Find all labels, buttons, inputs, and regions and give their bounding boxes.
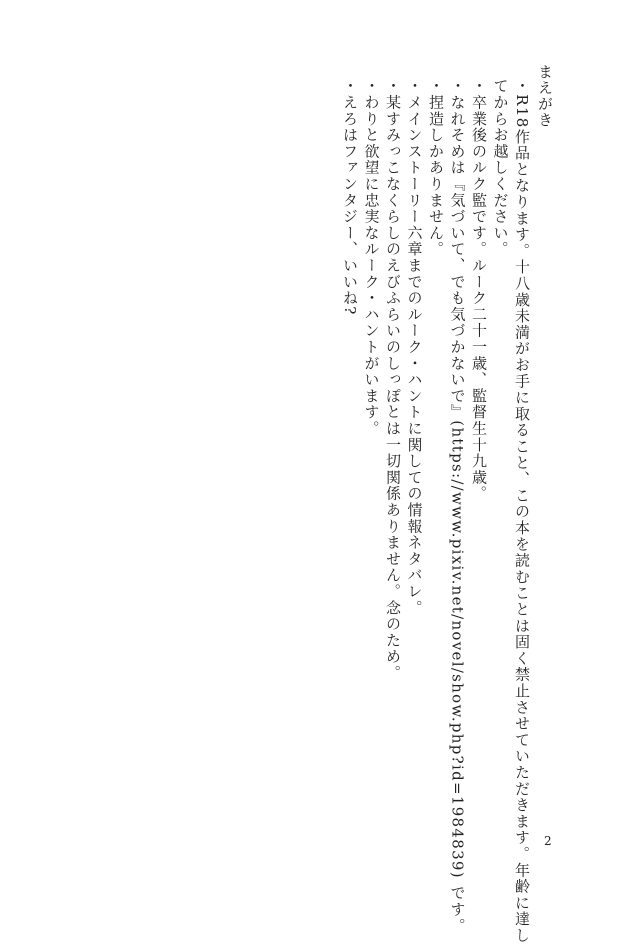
foreword-line: ・えろはファンタジー、いいね? xyxy=(341,78,359,316)
page-number: 2 xyxy=(544,834,552,848)
foreword-body xyxy=(339,78,533,944)
page-title: まえがき xyxy=(536,64,554,128)
foreword-line: ・メインストーリー六章までのルーク・ハントに関しての情報ネタバレ。 xyxy=(405,78,424,616)
foreword-line: ・R18作品となります。十八歳未満がお手に取ること、この本を読むことは固く禁止させていただきます。年齢に達し xyxy=(513,78,531,944)
foreword-line: ・某すみっこなくらしのえびふらいのしっぽとは一切関係ありません。念のため。 xyxy=(384,78,402,682)
foreword-line: ・卒業後のルク監です。ルーク二十一歳、監督生十九歳。 xyxy=(470,78,488,502)
foreword-line: ・なれそめは『気づいて、でも気づかないで』(https://www.pixiv.net/novel/show.php?id=1984839) です。 xyxy=(448,78,467,934)
foreword-line: てからお越しください。 xyxy=(491,78,510,258)
foreword-line: ・わりと欲望に忠実なルーク・ハントがいます。 xyxy=(362,78,381,437)
foreword-line: ・捏造しかありません。 xyxy=(427,78,445,258)
